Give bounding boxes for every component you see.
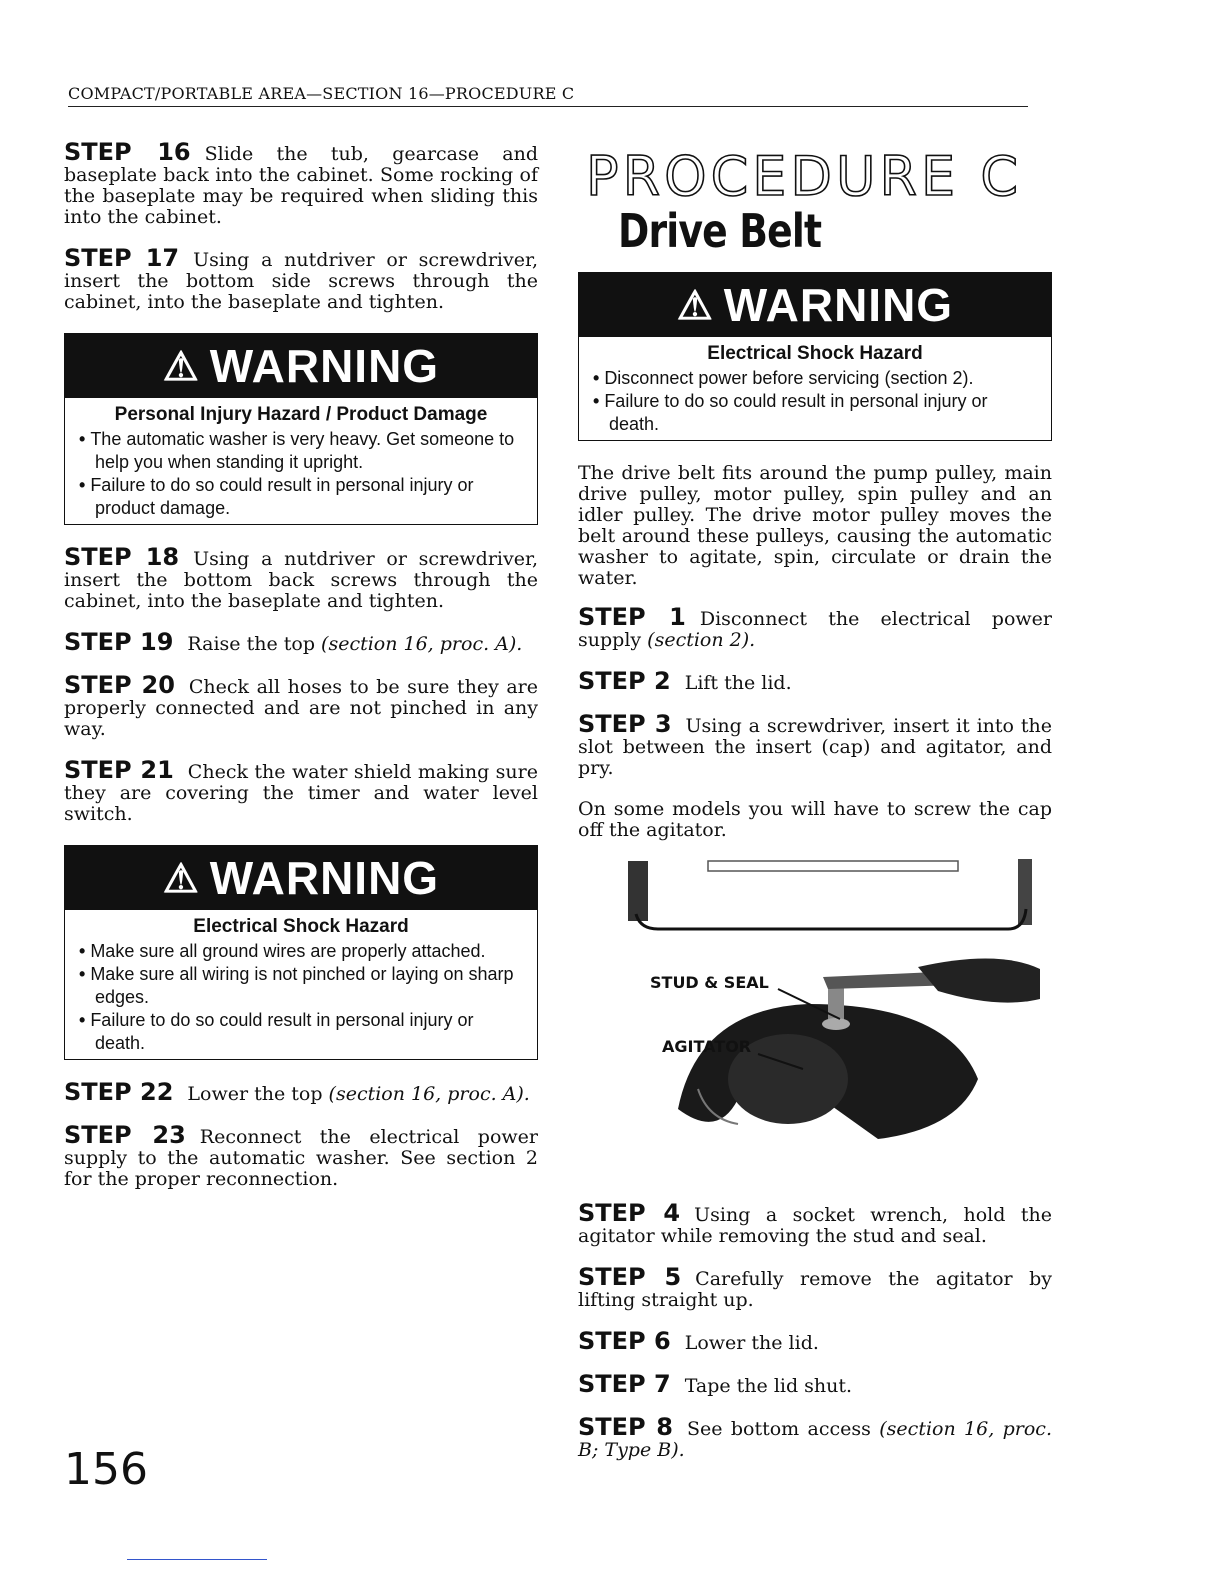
figure-label-stud-seal: STUD & SEAL <box>650 973 769 992</box>
warning-triangle-icon: ⚠ <box>162 345 200 389</box>
step-reference: (section 16, proc. B; Type B). <box>578 1418 1052 1461</box>
hazard-title: Electrical Shock Hazard <box>707 343 923 364</box>
agitator-photo <box>578 859 1052 1189</box>
step-number: STEP 3 <box>578 710 672 738</box>
footer-rule <box>127 1559 267 1560</box>
step-number: STEP 1 <box>578 603 686 631</box>
warning-list <box>65 940 537 1055</box>
step-text: Using a screwdriver, insert it into the slot between the insert (cap) and agitator, and pry. <box>578 715 1052 779</box>
step-paragraph <box>64 1078 538 1106</box>
step-number: STEP 20 <box>64 671 175 699</box>
step-text: Reconnect the electrical power supply to the automatic washer. See section 2 for the proper reconnection. <box>64 1126 538 1190</box>
step-text: Slide the tub, gearcase and baseplate back into the cabinet. Some rocking of the baseplate may be required when sliding this into the cabinet. <box>64 143 538 228</box>
step-paragraph <box>64 756 538 825</box>
procedure-subtitle: Drive Belt <box>618 204 822 258</box>
step-text: Raise the top <box>187 633 322 655</box>
hazard-title: Electrical Shock Hazard <box>193 916 409 937</box>
step-paragraph <box>64 1121 538 1190</box>
warning-box-electrical <box>578 272 1052 441</box>
step-list <box>64 138 538 313</box>
warning-title: WARNING <box>209 852 440 904</box>
figure-label-agitator: AGITATOR <box>662 1037 752 1056</box>
step-number: STEP 6 <box>578 1327 671 1355</box>
step-number: STEP 2 <box>578 667 671 695</box>
step-number: STEP 18 <box>64 543 180 571</box>
note-paragraph: On some models you will have to screw the cap off the agitator. <box>578 798 1052 841</box>
step-paragraph <box>578 667 1052 695</box>
warning-item: • Failure to do so could result in personal injury or death. <box>593 390 1039 436</box>
step-number: STEP 8 <box>578 1413 674 1441</box>
warning-list <box>65 428 537 520</box>
step-number: STEP 7 <box>578 1370 671 1398</box>
warning-item: • Failure to do so could result in personal injury or death. <box>79 1009 525 1055</box>
step-paragraph <box>578 710 1052 779</box>
left-column <box>64 138 538 1210</box>
step-number: STEP 5 <box>578 1263 682 1291</box>
warning-triangle-icon: ⚠ <box>162 857 200 901</box>
step-paragraph <box>64 138 538 228</box>
step-reference: (section 2). <box>647 629 756 651</box>
step-text: Lift the lid. <box>684 672 792 694</box>
step-paragraph <box>578 1370 1052 1398</box>
step-text: Lower the lid. <box>684 1332 819 1354</box>
warning-item: • Make sure all ground wires are properly attached. <box>79 940 525 963</box>
step-list <box>578 603 1052 779</box>
step-paragraph <box>578 1199 1052 1247</box>
step-paragraph <box>578 1263 1053 1311</box>
step-list <box>64 543 538 825</box>
procedure-title: PROCEDURE C <box>586 145 1023 208</box>
step-text: Using a socket wrench, hold the agitator while removing the stud and seal. <box>578 1204 1052 1247</box>
warning-box-electrical <box>64 845 538 1060</box>
step-number: STEP 16 <box>64 138 191 166</box>
warning-banner <box>65 846 537 910</box>
step-text: Lower the top <box>187 1083 329 1105</box>
agitator-illustration <box>578 859 1052 1189</box>
step-text: Tape the lid shut. <box>684 1375 853 1397</box>
step-number: STEP 23 <box>64 1121 186 1149</box>
step-text: Disconnect the electrical power supply <box>578 608 1052 651</box>
step-paragraph <box>64 244 538 313</box>
step-paragraph <box>64 628 538 656</box>
right-column <box>578 142 1052 1481</box>
step-paragraph <box>64 671 538 740</box>
step-text: Check the water shield making sure they are covering the timer and water level switch. <box>64 761 538 825</box>
warning-list <box>579 367 1051 436</box>
warning-banner <box>579 273 1051 337</box>
page-number: 156 <box>64 1444 148 1495</box>
warning-triangle-icon: ⚠ <box>676 284 714 328</box>
step-text: Check all hoses to be sure they are properly connected and are not pinched in any way. <box>64 676 538 740</box>
intro-paragraph: The drive belt fits around the pump pulley, main drive pulley, motor pulley, spin pulley and an idler pulley. The drive motor pulley moves the belt around these pulleys, causing the automatic washer to agitate, spin, circulate or drain the water. <box>578 462 1052 589</box>
warning-box-injury <box>64 333 538 525</box>
warning-item: • Disconnect power before servicing (section 2). <box>593 367 1039 390</box>
header-text: COMPACT/PORTABLE AREA—SECTION 16—PROCEDURE C <box>68 84 575 103</box>
hazard-title: Personal Injury Hazard / Product Damage <box>114 404 488 425</box>
step-text: Carefully remove the agitator by lifting straight up. <box>578 1268 1053 1311</box>
warning-title: WARNING <box>209 340 440 392</box>
step-number: STEP 17 <box>64 244 180 272</box>
warning-item: • Failure to do so could result in personal injury or product damage. <box>79 474 525 520</box>
step-paragraph <box>64 543 538 612</box>
step-text: See bottom access <box>687 1418 880 1440</box>
step-reference: (section 16, proc. A). <box>321 633 523 655</box>
step-text: Using a nutdriver or screwdriver, insert the bottom back screws through the cabinet, into the baseplate and tighten. <box>64 548 538 612</box>
warning-item: • The automatic washer is very heavy. Get someone to help you when standing it upright. <box>79 428 525 474</box>
warning-item: • Make sure all wiring is not pinched or laying on sharp edges. <box>79 963 525 1009</box>
step-paragraph <box>578 1413 1052 1461</box>
step-reference: (section 16, proc. A). <box>328 1083 530 1105</box>
step-paragraph <box>578 603 1052 651</box>
step-list <box>64 1078 538 1190</box>
warning-banner <box>65 334 537 398</box>
step-text: Using a nutdriver or screwdriver, insert the bottom side screws through the cabinet, into the baseplate and tighten. <box>64 249 538 313</box>
step-number: STEP 4 <box>578 1199 681 1227</box>
warning-title: WARNING <box>723 279 954 331</box>
step-list <box>578 1199 1053 1461</box>
step-number: STEP 21 <box>64 756 174 784</box>
step-paragraph <box>578 1327 1052 1355</box>
step-number: STEP 19 <box>64 628 174 656</box>
step-number: STEP 22 <box>64 1078 174 1106</box>
running-header <box>68 82 1028 107</box>
